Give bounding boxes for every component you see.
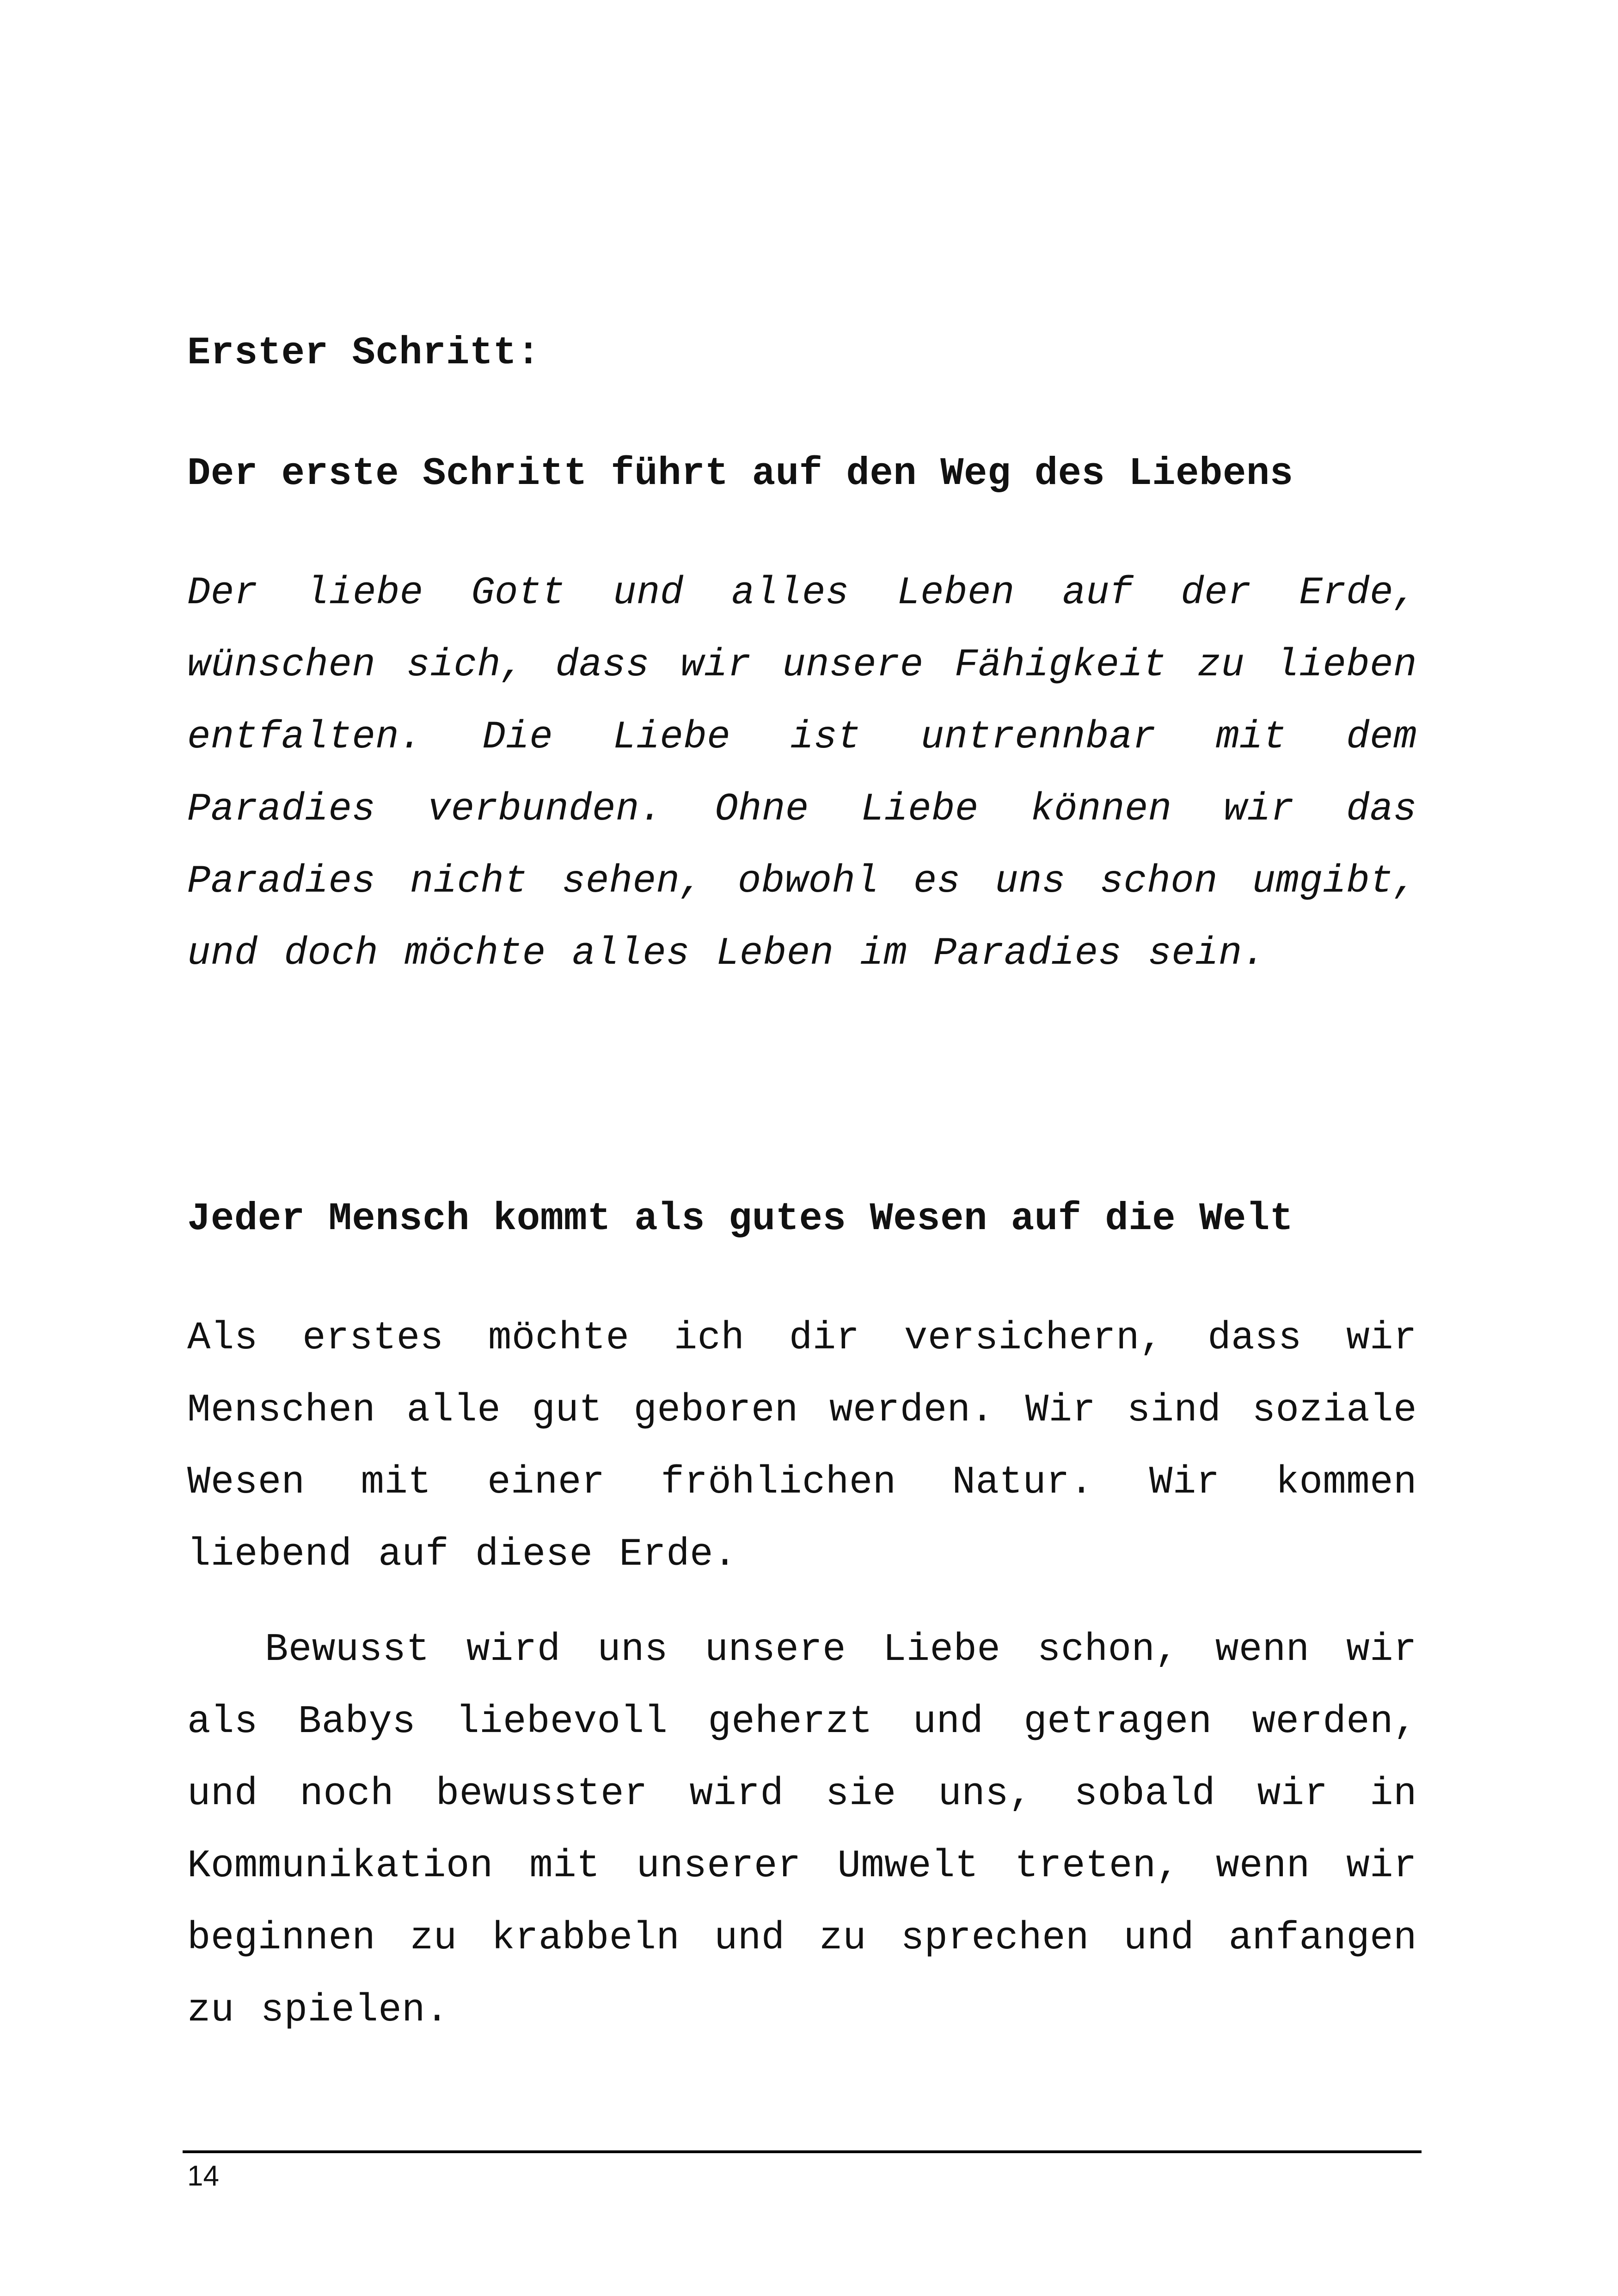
intro-paragraph: Der liebe Gott und alles Leben auf der Erde, wünschen sich, dass wir unsere Fähigkeit zu lieben entfalten. Die Liebe ist untrennbar mit dem Paradies verbunden. Ohne Liebe können wir das Paradies nicht sehen, obwohl es uns schon umgibt, und doch möchte alles Leben im Paradies sein. [187, 571, 1417, 976]
body-paragraph-2: Bewusst wird uns unsere Liebe schon, wenn wir als Babys liebevoll geherzt und getragen werden, und noch bewusster wird sie uns, sobald wir in Kommunikation mit unserer Umwelt treten, wenn wir beginnen zu krabbeln und zu sprechen und anfangen zu spielen. [187, 1628, 1417, 2033]
section-heading-good-being: Jeder Mensch kommt als gutes Wesen auf die Welt [187, 1197, 1293, 1241]
section-heading-first-step: Der erste Schritt führt auf den Weg des Liebens [187, 452, 1293, 496]
body-paragraph-1: Als erstes möchte ich dir versichern, dass wir Menschen alle gut geboren werden. Wir sind soziale Wesen mit einer fröhlichen Natur. Wir kommen liebend auf diese Erde. [187, 1316, 1417, 1577]
chapter-label: Erster Schritt: [187, 331, 540, 375]
page-number: 14 [187, 2160, 219, 2192]
footer-divider [183, 2150, 1422, 2153]
